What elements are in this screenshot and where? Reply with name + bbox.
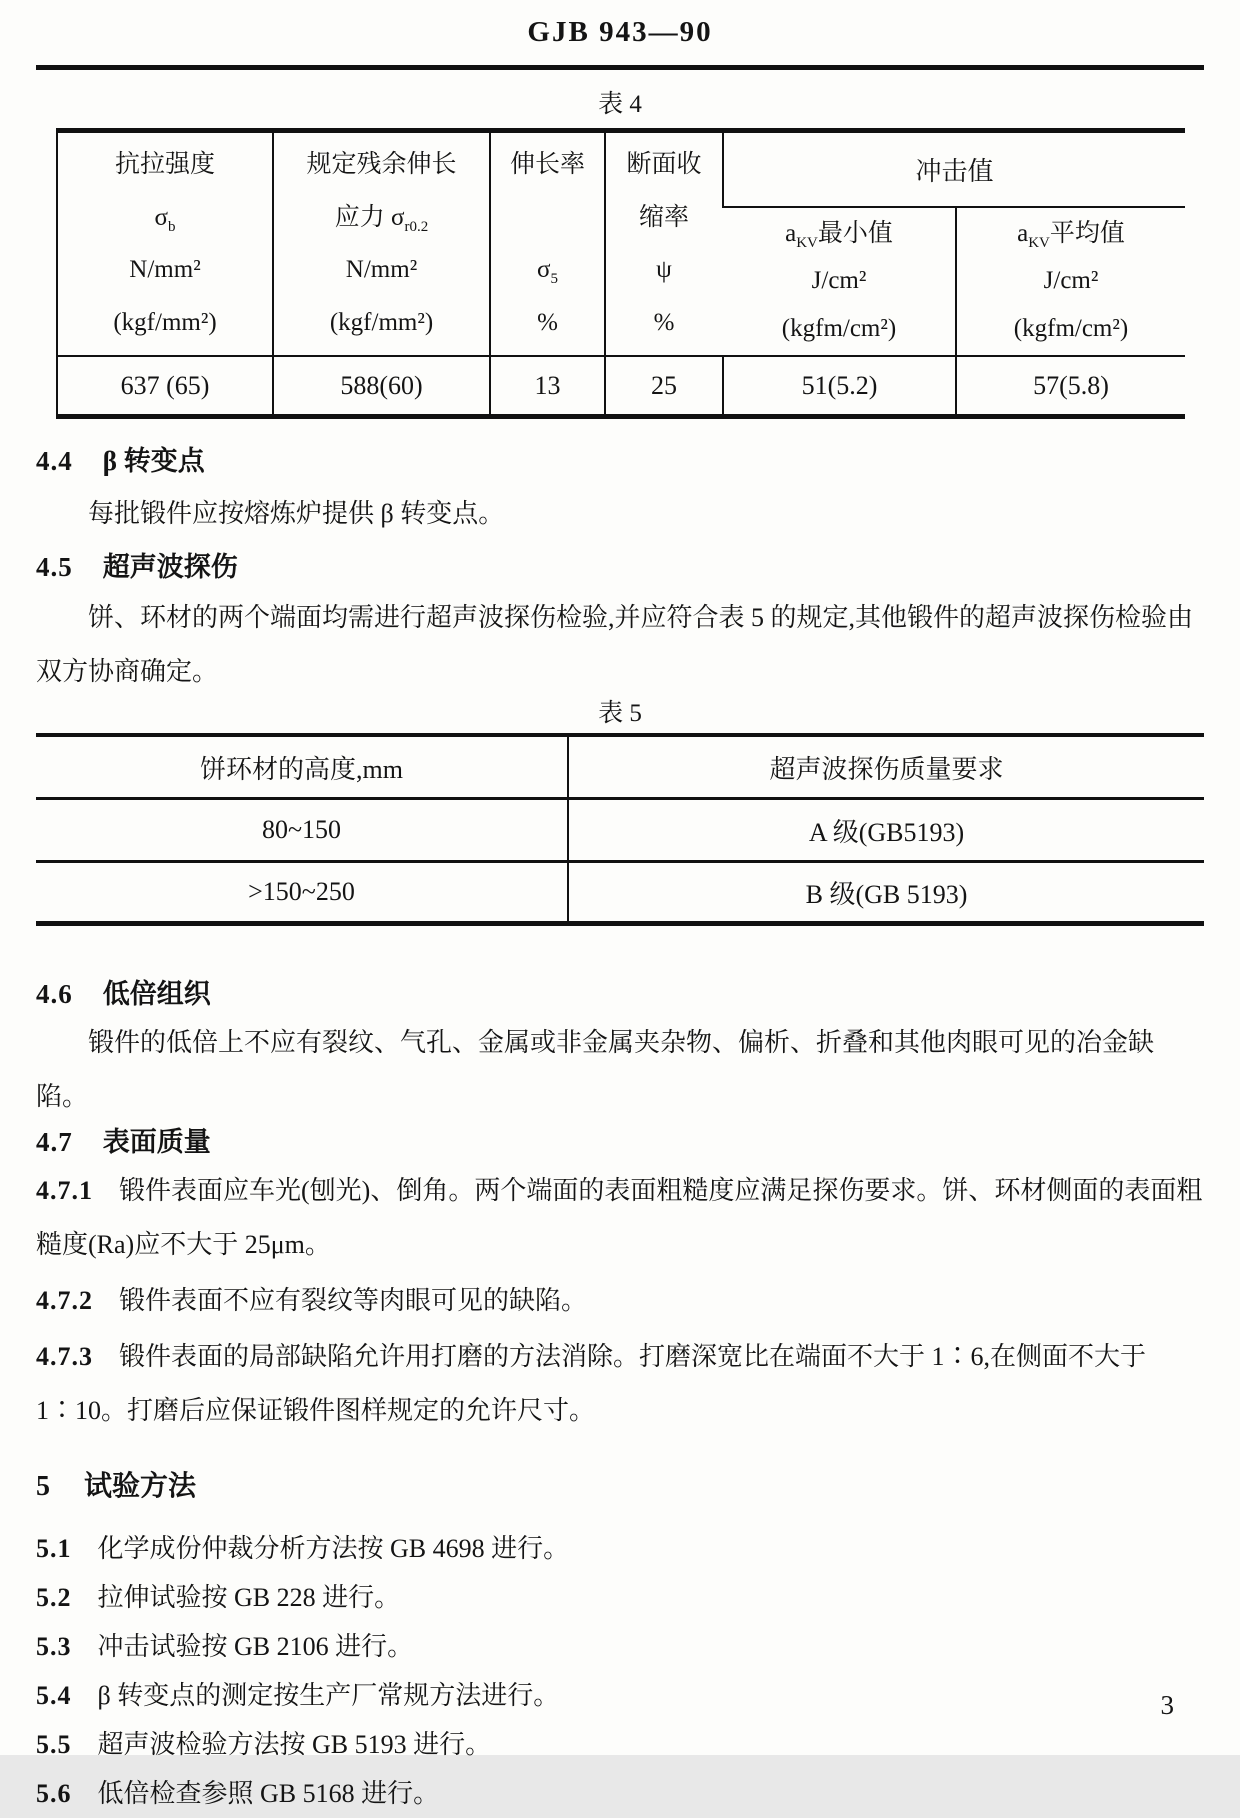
elongation-title: 伸长率 (509, 151, 585, 178)
clause-number: 4.7.1 (36, 1176, 93, 1205)
section-title: 表面质量 (102, 1127, 211, 1157)
doc-number: GJB 943—90 (527, 16, 713, 48)
section-number: 4.4 (36, 446, 73, 476)
impact-min-label: 最小值 (817, 219, 893, 247)
residual-unit: N/mm² (345, 256, 418, 284)
method-number: 5.6 (36, 1779, 72, 1808)
table5-header-row (36, 735, 1204, 799)
table4-col-residual (273, 131, 490, 357)
impact-avg-title (957, 211, 1185, 257)
height-range-value: >150~250 (248, 877, 355, 906)
method-text: 化学成份仲裁分析方法按 GB 4698 进行。 (97, 1534, 570, 1563)
section-number: 4.5 (36, 552, 73, 582)
method-item-5-2 (36, 1573, 1204, 1622)
impact-min-title (723, 211, 955, 257)
akv-subscript: KV (1028, 234, 1050, 251)
method-number: 5.4 (36, 1681, 72, 1710)
methods-list (36, 1524, 1204, 1818)
paragraph-4-4: 每批锻件应按熔炼炉提供 β 转变点。 (88, 499, 505, 528)
method-number: 5.5 (36, 1730, 72, 1759)
paragraph-4-5: 饼、环材的两个端面均需进行超声波探伤检验,并应符合表 5 的规定,其他锻件的超声波探伤检验由双方协商确定。 (36, 603, 1194, 686)
method-item-5-4 (36, 1671, 1204, 1720)
table4-header-row (57, 131, 1185, 208)
clause-number: 4.7.3 (36, 1342, 93, 1371)
table4-col-elongation (490, 131, 605, 357)
header-rule (36, 65, 1204, 70)
residual-header-cell (274, 134, 489, 354)
table4-col-impact-min (723, 207, 956, 356)
method-item-5-5 (36, 1720, 1204, 1769)
akv-subscript: KV (796, 234, 818, 251)
impact-avg-unit: J/cm² (1043, 267, 1099, 295)
elongation-spacer (491, 193, 604, 243)
tensile-unit: N/mm² (129, 256, 201, 284)
table5-row-1 (36, 799, 1204, 862)
section-heading-4-4 (36, 445, 1204, 477)
table4-col-reduction (605, 131, 723, 357)
section-heading-5 (36, 1470, 1204, 1504)
elongation-unit: % (537, 308, 558, 336)
residual-value: 588(60) (273, 356, 490, 417)
table5-header-requirement: 超声波探伤质量要求 (568, 735, 1204, 799)
table5-row-2 (36, 862, 1204, 924)
table5 (36, 733, 1204, 926)
paragraph-4-7-1 (36, 1164, 1204, 1272)
impact-min-unit-alt: (kgfm/cm²) (781, 315, 897, 343)
residual-unit-alt: (kgf/mm²) (329, 308, 434, 336)
section-title: 试验方法 (84, 1471, 197, 1502)
impact-min-header-cell (723, 208, 955, 355)
method-text: 冲击试验按 GB 2106 进行。 (97, 1632, 414, 1661)
sigma-subscript: r0.2 (404, 218, 429, 235)
sigma-symbol: σ (391, 203, 405, 231)
table4 (56, 128, 1185, 419)
sigma-subscript: 5 (550, 271, 558, 288)
sigma-subscript: b (167, 218, 176, 235)
clause-text: 锻件表面不应有裂纹等肉眼可见的缺陷。 (119, 1286, 588, 1315)
table5-header-height: 饼环材的高度,mm (36, 735, 568, 799)
reduction-unit: % (653, 308, 675, 336)
clause-text: 锻件表面应车光(刨光)、倒角。两个端面的表面粗糙度应满足探伤要求。饼、环材侧面的表面粗糙度(Ra)应不大于 25μm。 (36, 1176, 1203, 1259)
akv-symbol: a (785, 219, 797, 247)
table4-data-row (57, 356, 1185, 417)
section-title: β 转变点 (102, 446, 205, 476)
reduction-symbol: ψ (656, 256, 672, 284)
method-number: 5.1 (36, 1534, 72, 1563)
method-text: 低倍检查参照 GB 5168 进行。 (97, 1779, 440, 1808)
method-text: β 转变点的测定按生产厂常规方法进行。 (97, 1681, 560, 1710)
section-number: 5 (36, 1471, 50, 1502)
elongation-symbol (491, 245, 604, 295)
section-number: 4.7 (36, 1127, 73, 1157)
section-title: 低倍组织 (102, 979, 211, 1009)
method-text: 拉伸试验按 GB 228 进行。 (97, 1583, 401, 1612)
method-item-5-6 (36, 1769, 1204, 1818)
height-range-value: 80~150 (36, 799, 568, 862)
akv-symbol: a (1017, 219, 1029, 247)
section-heading-4-6 (36, 978, 1204, 1010)
elongation-value: 13 (490, 356, 605, 417)
residual-stress-label: 应力 (334, 203, 392, 231)
section-title: 超声波探伤 (102, 552, 238, 582)
page-number: 3 (1160, 1690, 1174, 1720)
sigma-symbol: σ (154, 203, 168, 231)
quality-grade-value: B 级(GB 5193) (568, 862, 1204, 924)
impact-min-unit: J/cm² (811, 267, 867, 295)
reduction-title-1: 断面收 (626, 151, 702, 178)
elongation-header-cell (491, 134, 604, 354)
method-number: 5.3 (36, 1632, 72, 1661)
clause-number: 4.7.2 (36, 1286, 93, 1315)
body-content-lower (0, 978, 1240, 1818)
impact-avg-header-cell (957, 208, 1185, 355)
section-number: 4.6 (36, 979, 73, 1009)
paragraph-4-7-2 (36, 1274, 1204, 1328)
tensile-title: 抗拉强度 (114, 151, 215, 178)
impact-group-title: 冲击值 (723, 131, 1185, 208)
method-item-5-1 (36, 1524, 1204, 1573)
method-item-5-3 (36, 1622, 1204, 1671)
reduction-title-2: 缩率 (638, 203, 689, 231)
impact-min-value: 51(5.2) (723, 356, 956, 417)
residual-symbol (274, 193, 489, 243)
paragraph-4-6: 锻件的低倍上不应有裂纹、气孔、金属或非金属夹杂物、偏析、折叠和其他肉眼可见的冶金缺陷。 (36, 1028, 1155, 1111)
impact-avg-value: 57(5.8) (956, 356, 1185, 417)
table4-col-impact-avg (956, 207, 1185, 356)
impact-avg-unit-alt: (kgfm/cm²) (1013, 315, 1129, 343)
tensile-header-cell (58, 134, 272, 354)
method-text: 超声波检验方法按 GB 5193 进行。 (97, 1730, 492, 1759)
tensile-value: 637 (65) (57, 356, 273, 417)
section-heading-4-7 (36, 1126, 1204, 1158)
table4-col-tensile (57, 131, 273, 357)
tensile-symbol (58, 193, 272, 243)
body-content (0, 445, 1240, 729)
quality-grade-value: A 级(GB5193) (568, 799, 1204, 862)
impact-avg-label: 平均值 (1049, 219, 1125, 247)
tensile-unit-alt: (kgf/mm²) (113, 308, 217, 336)
paragraph-4-7-3 (36, 1330, 1204, 1438)
sigma-symbol: σ (537, 256, 551, 284)
table5-caption: 表 5 (598, 700, 642, 727)
clause-text: 锻件表面的局部缺陷允许用打磨的方法消除。打磨深宽比在端面不大于 1∶6,在侧面不大于 1∶10。打磨后应保证锻件图样规定的允许尺寸。 (36, 1342, 1147, 1425)
reduction-value: 25 (605, 356, 723, 417)
reduction-header-cell (606, 134, 722, 354)
table4-caption: 表 4 (598, 91, 642, 118)
method-number: 5.2 (36, 1583, 72, 1612)
section-heading-4-5 (36, 551, 1204, 583)
residual-title: 规定残余伸长 (306, 151, 457, 178)
